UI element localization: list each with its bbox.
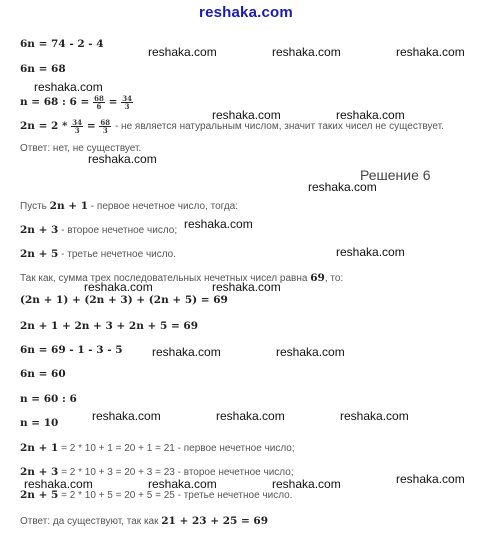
watermark: reshaka.com bbox=[396, 472, 465, 486]
answer-text: Ответ: да существуют, так как bbox=[20, 516, 162, 527]
watermark: reshaka.com bbox=[148, 477, 217, 491]
third-odd-line bbox=[20, 248, 176, 261]
fraction-numerator: 68 bbox=[100, 118, 111, 127]
answer-math: 21 + 23 + 25 = 69 bbox=[161, 515, 269, 527]
section-title: Решение 6 bbox=[360, 167, 431, 183]
text: - второе нечетное число; bbox=[58, 225, 178, 236]
watermark: reshaka.com bbox=[216, 409, 285, 423]
text: = 2 * 10 + 1 = 20 + 1 = 21 - первое нечетное число; bbox=[58, 443, 295, 454]
answer-b bbox=[20, 515, 268, 528]
fraction-numerator: 34 bbox=[72, 118, 83, 127]
watermark: reshaka.com bbox=[276, 345, 345, 359]
equation-line-2: 6n = 68 bbox=[20, 63, 66, 75]
watermark: reshaka.com bbox=[184, 217, 253, 231]
watermark: reshaka.com bbox=[152, 345, 221, 359]
math: 2n + 5 bbox=[20, 248, 59, 260]
watermark: reshaka.com bbox=[84, 280, 153, 294]
equation-b5: n = 60 : 6 bbox=[20, 393, 77, 405]
watermark: reshaka.com bbox=[34, 80, 103, 94]
watermark: reshaka.com bbox=[212, 108, 281, 122]
intro-text-end: - первое нечетное число, тогда: bbox=[88, 201, 239, 212]
watermark: reshaka.com bbox=[24, 477, 93, 491]
math: 2n + 3 bbox=[20, 466, 59, 478]
fraction bbox=[71, 119, 83, 134]
intro-line bbox=[20, 200, 238, 213]
fraction-denominator: 3 bbox=[74, 126, 80, 135]
fraction bbox=[93, 95, 105, 110]
watermark: reshaka.com bbox=[336, 245, 405, 259]
equation-b4: 6n = 60 bbox=[20, 368, 66, 380]
equation-b1: (2n + 1) + (2n + 3) + (2n + 5) = 69 bbox=[20, 294, 228, 306]
answer-a: Ответ: нет, не существует. bbox=[20, 143, 142, 154]
watermark: reshaka.com bbox=[340, 409, 409, 423]
equation-line-3 bbox=[20, 95, 134, 110]
intro-math: 2n + 1 bbox=[49, 200, 89, 212]
watermark: reshaka.com bbox=[92, 409, 161, 423]
fraction-denominator: 3 bbox=[102, 126, 108, 135]
fraction-denominator: 6 bbox=[96, 102, 102, 111]
watermark: reshaka.com bbox=[148, 45, 217, 59]
text: = 2 * 10 + 3 = 20 + 3 = 23 - второе нечетное число; bbox=[58, 467, 294, 478]
intro-text: Пусть bbox=[20, 201, 50, 212]
watermark: reshaka.com bbox=[212, 280, 281, 294]
math: 69 bbox=[310, 272, 325, 284]
text: = 2 * 10 + 5 = 20 + 5 = 25 - третье нечетное число. bbox=[58, 490, 293, 501]
equals-sign: = bbox=[108, 96, 118, 109]
watermark: reshaka.com bbox=[396, 45, 465, 59]
equation-b2: 2n + 1 + 2n + 3 + 2n + 5 = 69 bbox=[20, 320, 199, 332]
second-odd-line bbox=[20, 224, 177, 237]
math: 2n + 5 bbox=[20, 489, 59, 501]
watermark: reshaka.com bbox=[88, 152, 157, 166]
fraction bbox=[121, 95, 133, 110]
equals-sign: = bbox=[86, 120, 96, 133]
equation-text: n = 68 : 6 = bbox=[20, 96, 90, 109]
fraction bbox=[99, 119, 111, 134]
site-header-watermark: reshaka.com bbox=[199, 4, 293, 21]
watermark: reshaka.com bbox=[272, 477, 341, 491]
text: - третье нечетное число. bbox=[58, 249, 177, 260]
watermark: reshaka.com bbox=[272, 45, 341, 59]
explanation-text: - не является натуральным числом, значит таких чисел не существует. bbox=[114, 121, 444, 133]
result-line-1 bbox=[20, 442, 295, 455]
equation-text: 2n = 2 * bbox=[20, 120, 68, 133]
watermark: reshaka.com bbox=[336, 108, 405, 122]
fraction-numerator: 68 bbox=[94, 94, 104, 103]
math: 2n + 3 bbox=[20, 224, 59, 236]
equation-b6: n = 10 bbox=[20, 417, 59, 429]
math: 2n + 1 bbox=[20, 442, 59, 454]
fraction-numerator: 34 bbox=[122, 94, 132, 103]
fraction-denominator: 3 bbox=[124, 102, 130, 111]
equation-line-1: 6n = 74 - 2 - 4 bbox=[20, 38, 104, 50]
equation-b3: 6n = 69 - 1 - 3 - 5 bbox=[20, 344, 123, 356]
watermark: reshaka.com bbox=[308, 180, 377, 194]
text: Так как, сумма трех последовательных нечетных чисел равна bbox=[20, 273, 311, 284]
text: , то: bbox=[324, 273, 344, 284]
since-line bbox=[20, 272, 343, 285]
